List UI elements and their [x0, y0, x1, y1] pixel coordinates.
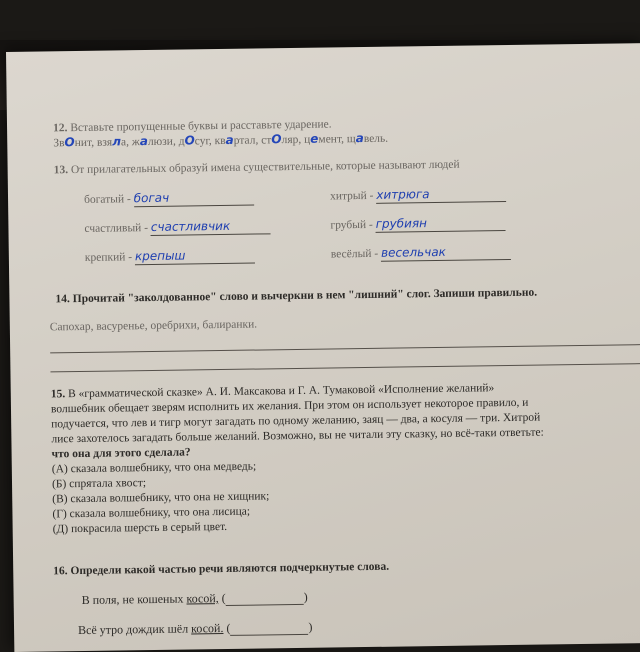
task16-number: 16.	[53, 565, 68, 578]
task13-row2-right	[330, 215, 505, 233]
adjective-word: весёлый -	[330, 247, 379, 261]
task13-row2-left	[84, 218, 271, 237]
task13-row3-right	[331, 244, 511, 263]
worksheet-page	[6, 43, 640, 652]
task12-word: цемент,	[303, 131, 345, 146]
handwritten-letter: л	[112, 134, 122, 149]
handwritten-letter: а	[355, 131, 364, 146]
task12-word: стОляр,	[261, 132, 302, 147]
task13-row1-right	[330, 186, 506, 204]
handwritten-answer: крепыш	[134, 248, 186, 264]
task13-row3-left	[85, 248, 255, 266]
task15-text: В «грамматической сказке» А. И. Максакова и Г. А. Тумаковой «Исполнение желаний»	[67, 382, 495, 401]
task12-word: жалюзи,	[131, 134, 176, 149]
answer-line	[50, 363, 640, 372]
task15-option-a: (А) сказала волшебнику, что она медведь;	[51, 460, 257, 476]
task14-instruction: Прочитай "заколдованное" слово и вычеркни в нем "лишний" слог. Запиши правильно.	[72, 286, 538, 306]
handwritten-letter: а	[225, 132, 234, 147]
task16-instruction: Определи какой частью речи являются подчеркнутые слова.	[70, 560, 390, 578]
task14-number: 14.	[55, 293, 70, 306]
answer-line	[50, 344, 640, 353]
task12-number: 12.	[52, 122, 68, 135]
handwritten-answer: хитрюга	[376, 187, 430, 202]
handwritten-letter: О	[64, 135, 75, 150]
task15-line4: лисе захотелось загадать больше желаний. Возможно, вы не читали эту сказку, но всё-таки ответьте:	[51, 426, 544, 446]
task15-option-d: (Д) покрасила шерсть в серый цвет.	[52, 520, 228, 536]
task16-line2: Всё утро дождик шёл косой. ( )	[77, 619, 313, 638]
task15-option-v: (В) сказала волшебнику, что она не хищник;	[52, 490, 270, 506]
adjective-word: грубый -	[330, 218, 373, 232]
task12-word: взяла,	[96, 134, 130, 149]
task13-number: 13.	[53, 164, 69, 177]
sentence-text: В поля, не кошеных	[81, 591, 184, 607]
handwritten-answer: счастливчик	[150, 218, 231, 234]
adjective-word: богатый -	[83, 193, 131, 206]
task13-header	[54, 158, 460, 178]
task15-question: что она для этого сделала?	[51, 446, 191, 461]
adjective-word: хитрый -	[329, 189, 374, 203]
task15-line2: волшебник обещает зверям исполнить их желания. При этом он использует некоторое правило, и	[50, 396, 529, 416]
task12-word: квартал,	[214, 132, 259, 148]
adjective-word: счастливый -	[84, 222, 149, 235]
underlined-word: косой.	[191, 621, 224, 636]
handwritten-answer: богач	[133, 190, 170, 206]
handwritten-letter: а	[139, 134, 148, 149]
task12-word: дОсуг,	[178, 133, 212, 148]
task15-option-g: (Г) сказала волшебнику, что она лисица;	[52, 505, 251, 521]
handwritten-letter: О	[184, 133, 195, 148]
task13-row1-left	[84, 190, 254, 208]
answer-blank[interactable]	[226, 590, 304, 606]
task16-line1: В поля, не кошеных косой, ( )	[81, 589, 308, 607]
handwritten-letter: О	[271, 132, 282, 147]
task14-header	[55, 286, 537, 307]
adjective-word: крепкий -	[84, 251, 133, 264]
task15-option-b: (Б) спрятала хвост;	[51, 477, 147, 491]
sentence-text: Всё утро дождик шёл	[77, 621, 189, 638]
underlined-word: косой,	[186, 591, 219, 606]
task15-line3: подучается, что лев и тигр могут загадать по одному желанию, заяц — два, а косуля — три. Хитрой	[51, 411, 541, 431]
task14-words: Сапохар, васуренье, оребрихи, балиранки.	[49, 318, 258, 334]
task12-word: щавель.	[346, 131, 389, 146]
task15-number: 15.	[50, 388, 66, 401]
answer-blank[interactable]	[230, 620, 308, 636]
handwritten-answer: грубиян	[375, 216, 428, 231]
task16-header	[53, 560, 389, 579]
handwritten-letter: е	[310, 131, 319, 146]
handwritten-answer: весельчак	[380, 244, 446, 260]
task12-word: ЗвОнит,	[53, 135, 95, 150]
task12-instruction: Вставьте пропущенные буквы и расставьте ударение.	[70, 118, 332, 135]
task13-instruction: От прилагательных образуй имена существительные, которые называют людей	[70, 158, 460, 177]
